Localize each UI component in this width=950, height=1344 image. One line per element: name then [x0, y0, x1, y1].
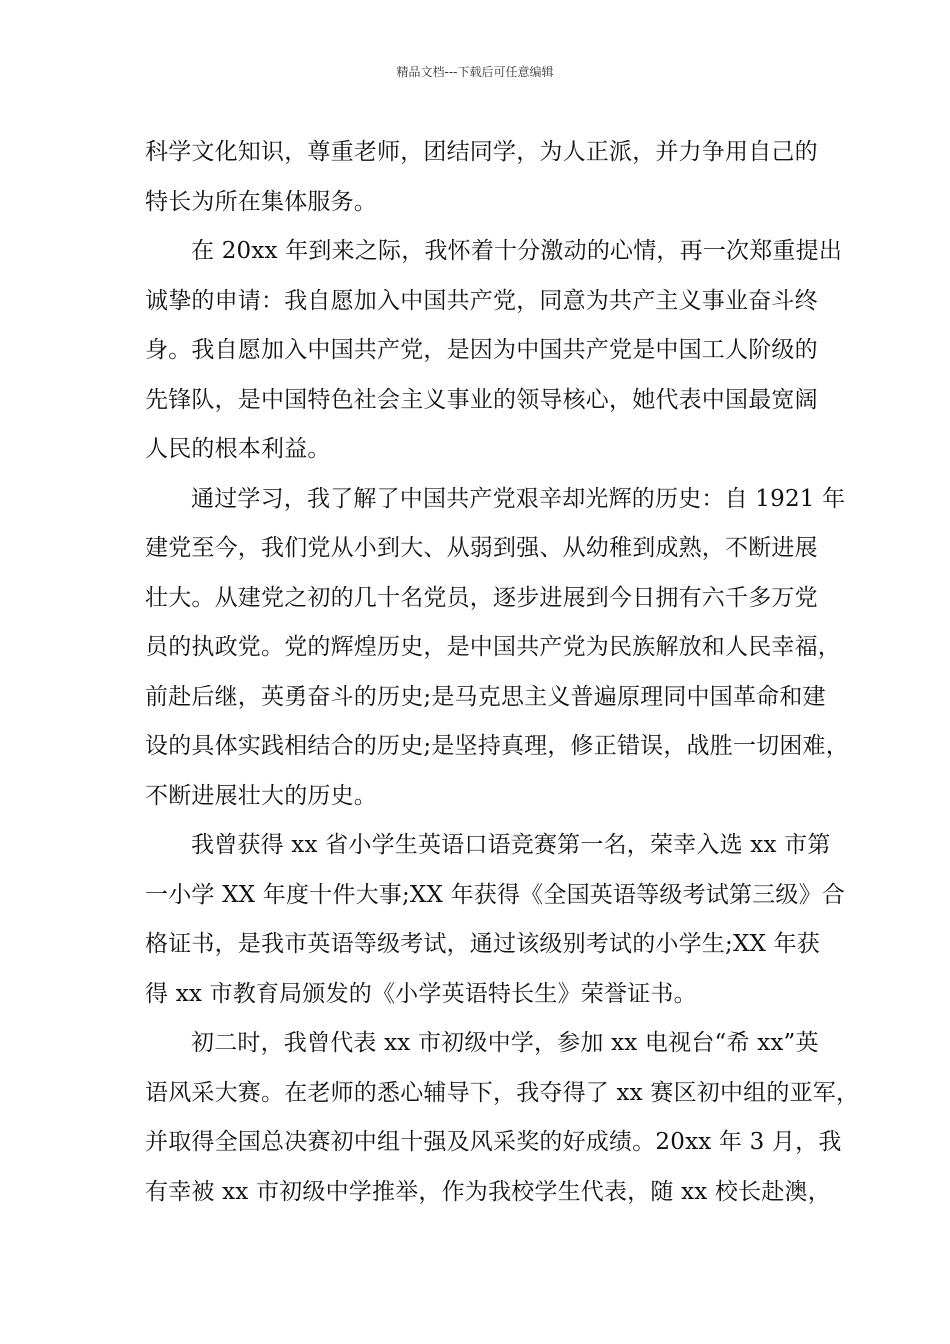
text-line: 科学文化知识，尊重老师，团结同学，为人正派，并力争用自己的	[145, 139, 818, 165]
text-line: 格证书，是我市英语等级考试，通过该级别考试的小学生;XX 年获	[145, 931, 821, 957]
text-line: 设的具体实践相结合的历史;是坚持真理，修正错误，战胜一切困难，	[145, 733, 849, 759]
document-body	[145, 128, 860, 1217]
text-line: 先锋队，是中国特色社会主义事业的领导核心，她代表中国最宽阔	[145, 386, 818, 413]
paragraph-first-line: 通过学习，我了解了中国共产党艰辛却光辉的历史：自 1921 年	[191, 485, 846, 512]
paragraph-first-line: 我曾获得 xx 省小学生英语口语竞赛第一名，荣幸入选 xx 市第	[191, 832, 831, 858]
page-header: 精品文档---下载后可任意编辑	[396, 65, 554, 79]
text-line: 前赴后继，英勇奋斗的历史;是马克思主义普遍原理同中国革命和建	[145, 683, 826, 710]
paragraph-first-line: 在 20xx 年到来之际，我怀着十分激动的心情，再一次郑重提出	[191, 238, 843, 264]
text-line: 并取得全国总决赛初中组十强及风采奖的好成绩。20xx 年 3 月，我	[145, 1129, 842, 1155]
text-line: 不断进展壮大的历史。	[145, 782, 377, 809]
text-line: 有幸被 xx 市初级中学推举，作为我校学生代表，随 xx 校长赴澳，	[145, 1178, 831, 1205]
text-line: 壮大。从建党之初的几十名党员，逐步进展到今日拥有六千多万党	[145, 584, 818, 611]
text-line: 特长为所在集体服务。	[145, 188, 377, 215]
text-line: 员的执政党。党的辉煌历史，是中国共产党为民族解放和人民幸福，	[145, 634, 841, 660]
text-line: 身。我自愿加入中国共产党，是因为中国共产党是中国工人阶级的	[145, 337, 818, 363]
text-line: 人民的根本利益。	[145, 436, 331, 462]
text-line: 建党至今，我们党从小到大、从弱到强、从幼稚到成熟，不断进展	[145, 535, 818, 561]
paragraph-first-line: 初二时，我曾代表 xx 市初级中学，参加 xx 电视台“希 xx”英	[191, 1030, 819, 1056]
text-line: 语风采大赛。在老师的悉心辅导下，我夺得了 xx 赛区初中组的亚军，	[145, 1079, 860, 1106]
text-line: 得 xx 市教育局颁发的《小学英语特长生》荣誉证书。	[145, 980, 697, 1007]
text-line: 一小学 XX 年度十件大事;XX 年获得《全国英语等级考试第三级》合	[145, 881, 845, 908]
text-line: 诚挚的申请：我自愿加入中国共产党，同意为共产主义事业奋斗终	[145, 287, 818, 314]
